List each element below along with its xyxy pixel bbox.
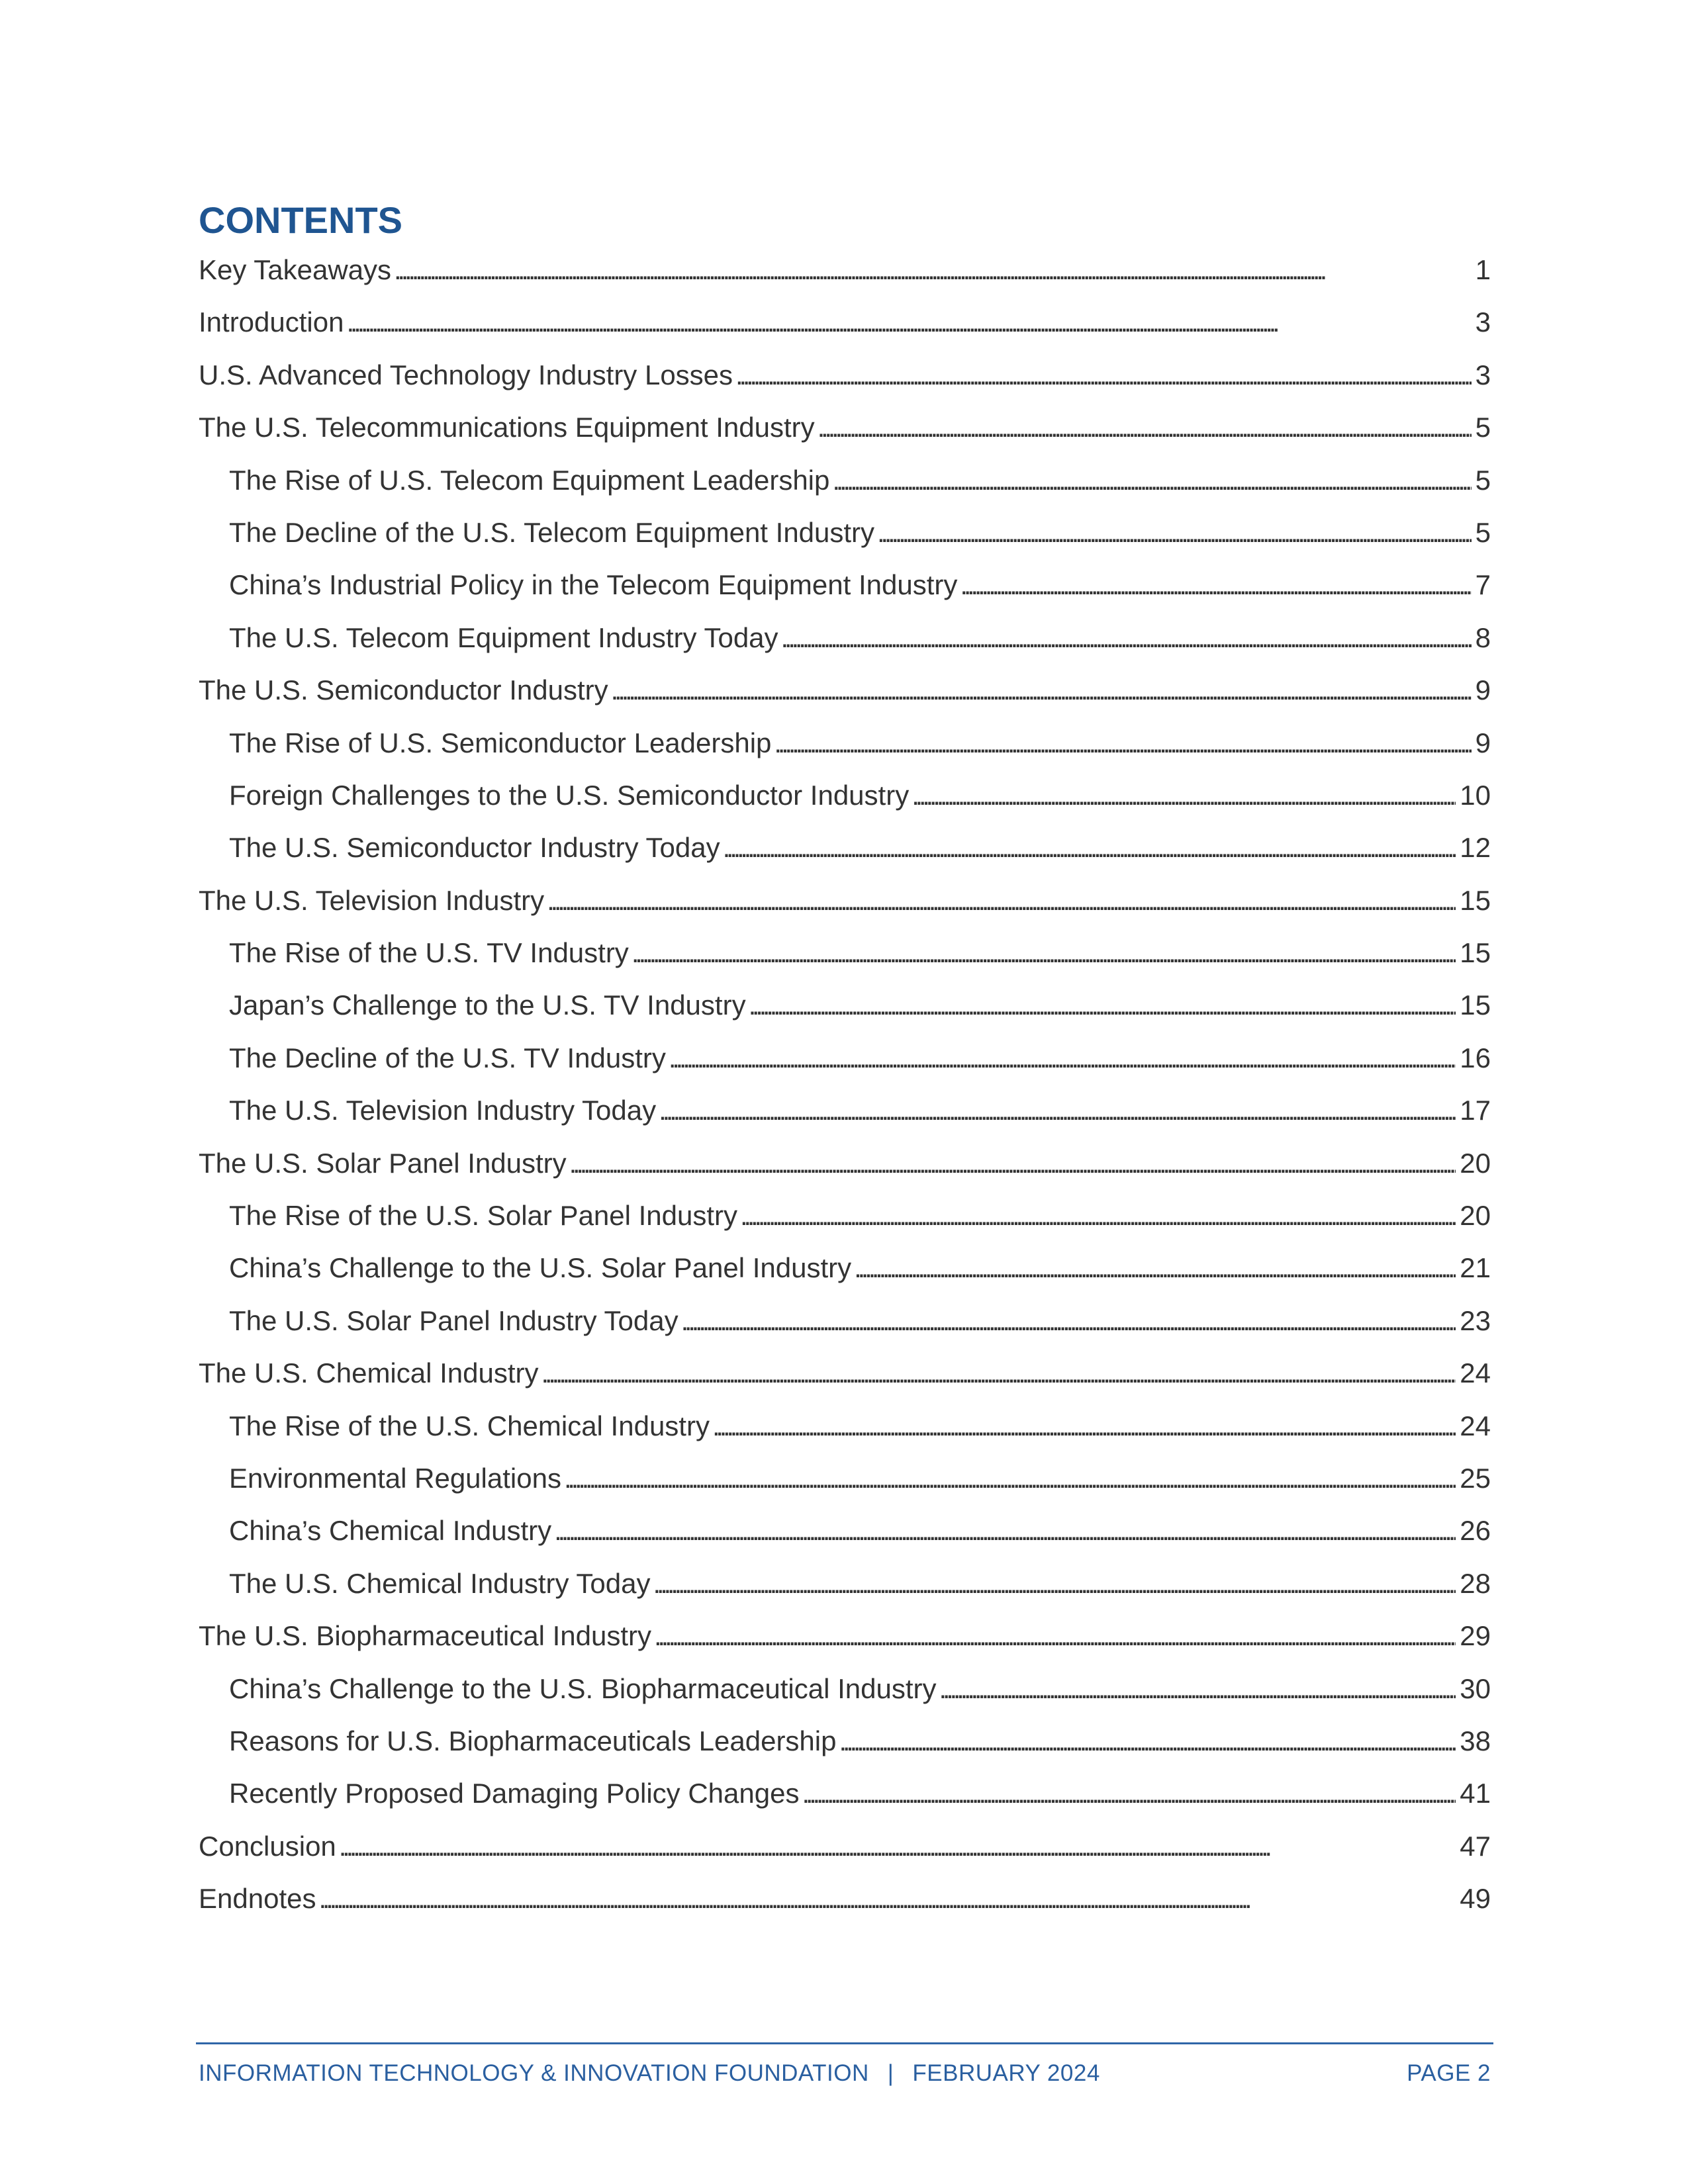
toc-leader-dots [912, 769, 1456, 821]
contents-heading: CONTENTS [199, 199, 402, 241]
toc-entry-page: 12 [1460, 832, 1491, 864]
toc-leader-dots [659, 1084, 1456, 1136]
toc-entry-page: 41 [1460, 1778, 1491, 1809]
toc-leader-dots [839, 1715, 1456, 1767]
toc-entry-page: 25 [1460, 1462, 1491, 1494]
toc-leader-dots [611, 664, 1472, 716]
toc-leader-dots [832, 454, 1471, 506]
toc-entry-page: 7 [1475, 569, 1491, 601]
toc-entry-label: The Rise of the U.S. Solar Panel Industry [229, 1200, 738, 1232]
toc-entry-label: Conclusion [199, 1830, 336, 1862]
toc-entry[interactable] [199, 349, 1491, 401]
toc-leader-dots [554, 1504, 1456, 1557]
toc-leader-dots [654, 1610, 1456, 1662]
toc-entry-label: The U.S. Chemical Industry Today [229, 1567, 651, 1599]
toc-entry[interactable] [199, 244, 1491, 296]
toc-entry-label: U.S. Advanced Technology Industry Losses [199, 359, 733, 390]
toc-entry[interactable] [199, 1610, 1491, 1662]
toc-entry-page: 5 [1475, 516, 1491, 548]
toc-entry-page: 26 [1460, 1515, 1491, 1547]
toc-entry-label: The U.S. Semiconductor Industry Today [229, 832, 720, 864]
toc-entry-label: The U.S. Solar Panel Industry Today [229, 1304, 679, 1336]
toc-leader-dots [653, 1557, 1456, 1610]
toc-entry[interactable] [199, 664, 1491, 716]
toc-entry-page: 24 [1460, 1410, 1491, 1441]
toc-entry-label: The U.S. Telecom Equipment Industry Today [229, 621, 778, 653]
toc-leader-dots [960, 559, 1471, 611]
footer-divider [196, 2042, 1493, 2044]
toc-subentry[interactable] [199, 1767, 1491, 1819]
toc-entry-label: Key Takeaways [199, 254, 392, 285]
toc-leader-dots [740, 1189, 1456, 1242]
toc-subentry[interactable] [199, 1189, 1491, 1242]
toc-subentry[interactable] [199, 506, 1491, 559]
toc-leader-dots [818, 401, 1472, 453]
toc-entry-page: 38 [1460, 1725, 1491, 1756]
toc-subentry[interactable] [199, 979, 1491, 1031]
toc-entry-page: 9 [1475, 727, 1491, 758]
toc-subentry[interactable] [199, 1662, 1491, 1715]
toc-entry-page: 3 [1475, 306, 1491, 338]
toc-subentry[interactable] [199, 454, 1491, 506]
toc-leader-dots [547, 874, 1456, 927]
toc-entry-page: 16 [1460, 1042, 1491, 1073]
toc-entry-label: The Rise of U.S. Telecom Equipment Leadership [229, 464, 830, 496]
toc-entry-page: 17 [1460, 1095, 1491, 1126]
toc-entry[interactable] [199, 296, 1491, 348]
toc-subentry[interactable] [199, 1400, 1491, 1452]
toc-leader-dots [669, 1032, 1456, 1084]
toc-leader-dots [781, 612, 1472, 664]
toc-leader-dots [564, 1452, 1456, 1504]
toc-entry-page: 21 [1460, 1252, 1491, 1284]
toc-leader-dots [569, 1137, 1456, 1189]
toc-subentry[interactable] [199, 612, 1491, 664]
toc-entry-page: 1 [1475, 254, 1491, 285]
toc-leader-dots [541, 1347, 1456, 1399]
toc-entry-label: The U.S. Chemical Industry [199, 1357, 539, 1389]
toc-entry-page: 8 [1475, 621, 1491, 653]
toc-entry-page: 29 [1460, 1620, 1491, 1652]
toc-subentry[interactable] [199, 1084, 1491, 1136]
toc-subentry[interactable] [199, 1504, 1491, 1557]
toc-entry-label: The Decline of the U.S. TV Industry [229, 1042, 666, 1073]
toc-subentry[interactable] [199, 717, 1491, 769]
toc-subentry[interactable] [199, 1032, 1491, 1084]
toc-subentry[interactable] [199, 1452, 1491, 1504]
toc-entry-label: Japan’s Challenge to the U.S. TV Industry [229, 989, 746, 1021]
toc-leader-dots [712, 1400, 1456, 1452]
toc-entry-page: 15 [1460, 884, 1491, 916]
toc-entry[interactable] [199, 1347, 1491, 1399]
toc-entry-page: 5 [1475, 412, 1491, 443]
toc-entry[interactable] [199, 1872, 1491, 1925]
toc-entry-label: Foreign Challenges to the U.S. Semiconductor Industry [229, 779, 910, 811]
toc-leader-dots [735, 349, 1472, 401]
toc-entry-label: Endnotes [199, 1883, 316, 1915]
toc-entry[interactable] [199, 874, 1491, 927]
toc-entry-label: The U.S. Biopharmaceutical Industry [199, 1620, 651, 1652]
toc-entry-page: 9 [1475, 674, 1491, 706]
toc-entry-label: The U.S. Solar Panel Industry [199, 1147, 567, 1179]
toc-entry-label: Environmental Regulations [229, 1462, 561, 1494]
toc-entry-label: Recently Proposed Damaging Policy Changes [229, 1778, 800, 1809]
toc-leader-dots [877, 506, 1472, 559]
toc-subentry[interactable] [199, 559, 1491, 611]
toc-entry-label: Introduction [199, 306, 344, 338]
toc-leader-dots [339, 1820, 1456, 1872]
toc-entry-label: The Rise of U.S. Semiconductor Leadership [229, 727, 772, 758]
toc-subentry[interactable] [199, 769, 1491, 821]
toc-entry[interactable] [199, 1820, 1491, 1872]
page-footer [199, 2057, 1491, 2090]
toc-entry-label: China’s Chemical Industry [229, 1515, 552, 1547]
toc-leader-dots [939, 1662, 1456, 1715]
toc-entry-page: 20 [1460, 1147, 1491, 1179]
footer-separator: | [887, 2060, 894, 2086]
toc-leader-dots [774, 717, 1471, 769]
toc-entry-label: The U.S. Semiconductor Industry [199, 674, 608, 706]
toc-leader-dots [854, 1242, 1456, 1294]
toc-subentry[interactable] [199, 927, 1491, 979]
toc-entry-page: 49 [1460, 1883, 1491, 1915]
toc-entry-label: The U.S. Television Industry [199, 884, 545, 916]
table-of-contents [199, 244, 1491, 1925]
toc-subentry[interactable] [199, 1715, 1491, 1767]
toc-leader-dots [802, 1767, 1456, 1819]
toc-entry-label: The Decline of the U.S. Telecom Equipment Industry [229, 516, 875, 548]
toc-entry-page: 10 [1460, 779, 1491, 811]
toc-entry-page: 24 [1460, 1357, 1491, 1389]
toc-leader-dots [318, 1872, 1456, 1925]
toc-subentry[interactable] [199, 1557, 1491, 1610]
toc-entry-page: 28 [1460, 1567, 1491, 1599]
toc-entry-page: 15 [1460, 937, 1491, 969]
toc-entry-label: China’s Challenge to the U.S. Biopharmaceutical Industry [229, 1672, 937, 1704]
toc-entry-page: 23 [1460, 1304, 1491, 1336]
toc-leader-dots [346, 296, 1471, 348]
toc-entry-page: 15 [1460, 989, 1491, 1021]
toc-leader-dots [681, 1295, 1456, 1347]
toc-entry-page: 3 [1475, 359, 1491, 390]
toc-entry-label: The Rise of the U.S. TV Industry [229, 937, 629, 969]
toc-leader-dots [632, 927, 1456, 979]
footer-organization: INFORMATION TECHNOLOGY & INNOVATION FOUNDATION [199, 2060, 869, 2086]
toc-entry-label: The U.S. Television Industry Today [229, 1095, 657, 1126]
toc-leader-dots [723, 821, 1456, 874]
toc-subentry[interactable] [199, 1242, 1491, 1294]
toc-entry[interactable] [199, 401, 1491, 453]
toc-entry-page: 5 [1475, 464, 1491, 496]
toc-subentry[interactable] [199, 1295, 1491, 1347]
footer-page-number: PAGE 2 [1407, 2060, 1491, 2086]
toc-entry-label: China’s Industrial Policy in the Telecom Equipment Industry [229, 569, 958, 601]
toc-entry-label: China’s Challenge to the U.S. Solar Panel Industry [229, 1252, 852, 1284]
toc-entry-label: Reasons for U.S. Biopharmaceuticals Leadership [229, 1725, 837, 1756]
toc-entry-page: 30 [1460, 1672, 1491, 1704]
toc-entry-page: 47 [1460, 1830, 1491, 1862]
footer-date: FEBRUARY 2024 [912, 2060, 1100, 2086]
toc-entry[interactable] [199, 1137, 1491, 1189]
toc-entry-label: The Rise of the U.S. Chemical Industry [229, 1410, 710, 1441]
toc-leader-dots [749, 979, 1456, 1031]
toc-entry-label: The U.S. Telecommunications Equipment Industry [199, 412, 815, 443]
toc-leader-dots [394, 244, 1472, 296]
toc-subentry[interactable] [199, 821, 1491, 874]
toc-entry-page: 20 [1460, 1200, 1491, 1232]
